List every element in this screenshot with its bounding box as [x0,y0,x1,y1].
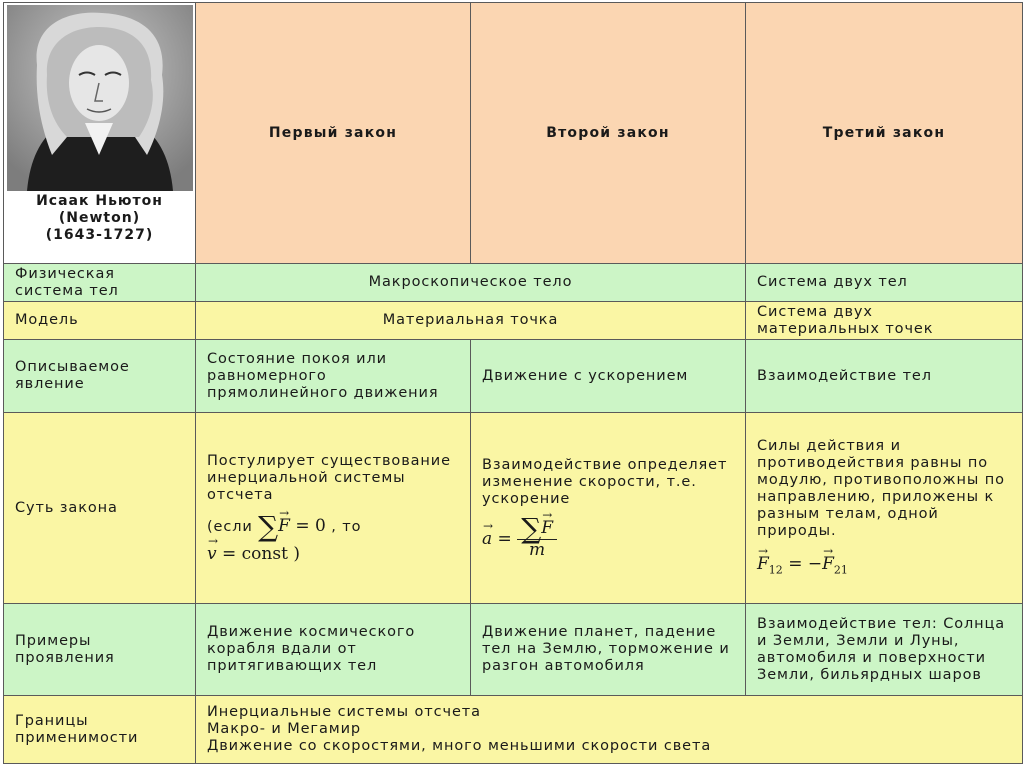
row-label: Границы применимости [4,696,196,764]
cell-examples-first: Движение космического корабля вдали от притягивающих тел [196,604,471,696]
cell-model-third: Система двух материальных точек [746,302,1023,340]
portrait-caption [4,193,195,244]
row-model [4,302,1023,340]
header-first-law: Первый закон [196,3,471,264]
row-examples [4,604,1023,696]
cell-system-third: Система двух тел [746,264,1023,302]
sum-symbol: ∑ [521,512,542,545]
cell-phenomenon-first: Состояние покоя или равномерного прямолинейного движения [196,340,471,413]
cell-system-first-second: Макроскопическое тело [196,264,746,302]
cell-limits: Инерциальные системы отсчета Макро- и Мегамир Движение со скоростями, много меньшими скорости света [196,696,1023,764]
cell-phenomenon-third: Взаимодействие тел [746,340,1023,413]
force-vector-symbol: → F [822,556,834,573]
row-phenomenon [4,340,1023,413]
force-vector-symbol: → F [541,520,553,537]
force-vector-symbol: → F [757,556,769,573]
acceleration-vector-symbol: → a [482,531,492,548]
header-row [4,3,1023,264]
newton-portrait-image [7,5,193,191]
velocity-vector-symbol: → v [207,546,217,563]
header-second-law: Второй закон [471,3,746,264]
first-law-formula: (если ∑→ F = 0 , то [207,518,459,536]
newton-laws-table [3,2,1023,764]
cell-essence-third: Силы действия и противодействия равны по модулю, противоположны по направлению, приложены к разным телам, одной природы. → $F_{12}$ = −→ $F_{21}$ [746,413,1023,604]
second-law-formula: → a = $\frac{\sum\to F}{m}$ [482,520,734,559]
row-label: Суть закона [4,413,196,604]
cell-examples-third: Взаимодействие тел: Солнца и Земли, Земли и Луны, автомобиля и поверхности Земли, бильярдных шаров [746,604,1023,696]
force-vector-symbol: → F [278,518,290,535]
cell-examples-second: Движение планет, падение тел на Землю, торможение и разгон автомобиля [471,604,746,696]
caption-name: Исаак Ньютон [36,193,163,209]
cell-phenomenon-second: Движение с ускорением [471,340,746,413]
header-third-law: Третий закон [746,3,1023,264]
velocity-formula: → v = const ) [207,546,459,563]
sum-symbol: ∑ [258,510,279,543]
cell-essence-first: Постулирует существование инерциальной системы отсчета (если ∑→ F = 0 , то → v = const ) [196,413,471,604]
cell-essence-second: Взаимодействие определяет изменение скорости, т.е. ускорение → a = $\frac{\sum\to F}{m}$ [471,413,746,604]
caption-latin-name: (Newton) [58,210,141,226]
caption-years: (1643-1727) [45,227,154,243]
row-essence [4,413,1023,604]
row-limits [4,696,1023,764]
row-physical-system [4,264,1023,302]
row-label: Примеры проявления [4,604,196,696]
row-label: Описываемое явление [4,340,196,413]
row-label: Модель [4,302,196,340]
row-label: Физическая система тел [4,264,196,302]
third-law-formula: → $F_{12}$ = −→ $F_{21}$ [757,556,1011,578]
cell-model-first-second: Материальная точка [196,302,746,340]
portrait-cell [4,3,196,264]
